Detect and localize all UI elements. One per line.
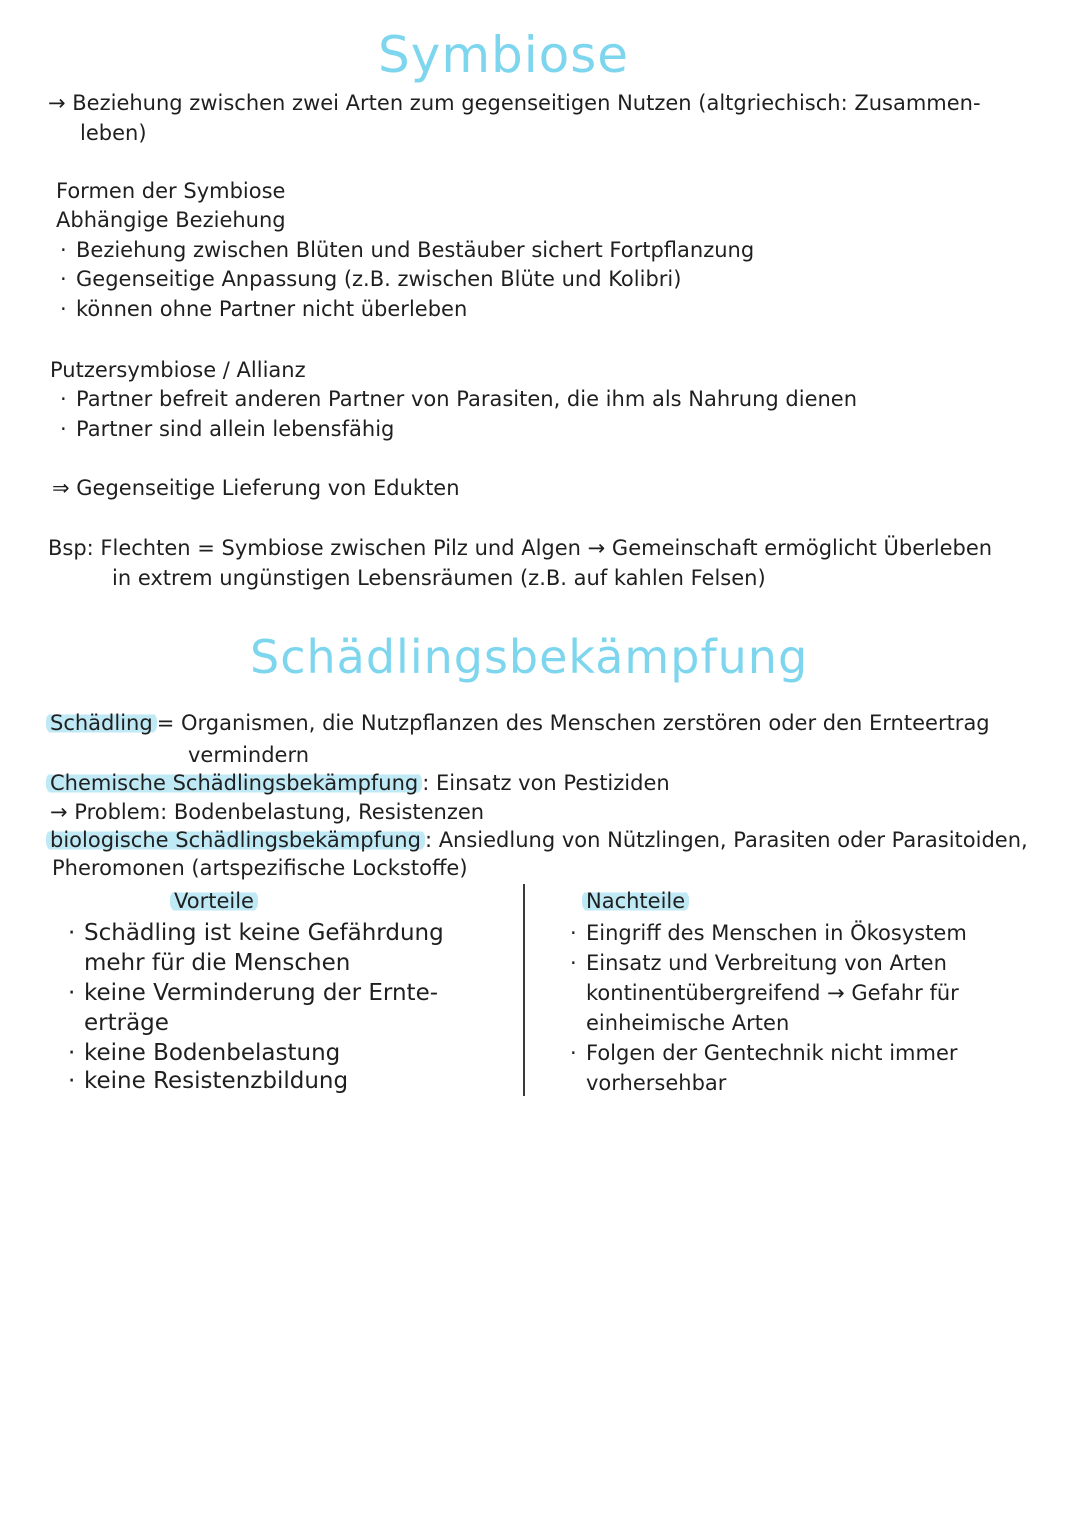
schaedling-definition <box>46 708 990 738</box>
vorteil-item: · Schädling ist keine Gefährdung <box>84 918 444 948</box>
nachteil-item: · Eingriff des Menschen in Ökosystem <box>586 918 967 948</box>
nachteil-item-continuation: vorhersehbar <box>586 1071 727 1095</box>
cleaner-heading: Putzersymbiose / Allianz <box>50 358 306 382</box>
symbiose-title: Symbiose <box>378 26 630 84</box>
vorteile-heading <box>170 886 258 916</box>
vorteil-item-continuation: erträge <box>84 1010 169 1036</box>
dependent-item: · können ohne Partner nicht überleben <box>76 294 467 324</box>
nachteil-item: · Folgen der Gentechnik nicht immer <box>586 1038 958 1068</box>
bio-term: biologische Schädlingsbekämpfung <box>46 828 425 852</box>
nachteile-heading <box>582 886 689 916</box>
nachteil-item-continuation: kontinentübergreifend → Gefahr für <box>586 981 959 1005</box>
chem-term: Chemische Schädlingsbekämpfung <box>46 771 422 795</box>
dependent-item: · Gegenseitige Anpassung (z.B. zwischen Blüte und Kolibri) <box>76 264 681 294</box>
nachteil-item: · Einsatz und Verbreitung von Arten <box>586 948 947 978</box>
vorteil-item: · keine Verminderung der Ernte- <box>84 978 438 1008</box>
cleaner-item: · Partner befreit anderen Partner von Parasiten, die ihm als Nahrung dienen <box>76 384 857 414</box>
schaedling-term: Schädling <box>46 711 157 735</box>
chemical-control <box>46 768 670 798</box>
column-divider <box>523 884 525 1096</box>
nachteil-item-continuation: einheimische Arten <box>586 1011 790 1035</box>
schaedling-def-line-2: vermindern <box>188 743 310 767</box>
chem-def: : Einsatz von Pestiziden <box>422 771 670 795</box>
schaedling-def-line-1: = Organismen, die Nutzpflanzen des Menschen zerstören oder den Ernteertrag <box>156 711 990 735</box>
vorteile-heading-text: Vorteile <box>170 889 258 913</box>
biological-control <box>46 825 1028 855</box>
symbiose-definition-line-2: leben) <box>80 121 147 145</box>
nachteile-heading-text: Nachteile <box>582 889 689 913</box>
vorteil-item-continuation: mehr für die Menschen <box>84 950 351 976</box>
chem-problem: → Problem: Bodenbelastung, Resistenzen <box>50 800 485 824</box>
vorteil-item: · keine Resistenzbildung <box>84 1066 348 1096</box>
bio-def-line-2: Pheromonen (artspezifische Lockstoffe) <box>52 856 468 880</box>
dependent-heading: Abhängige Beziehung <box>56 208 286 232</box>
bio-def-line-1: : Ansiedlung von Nützlingen, Parasiten oder Parasitoiden, <box>424 828 1028 852</box>
symbiose-definition-line-1: → Beziehung zwischen zwei Arten zum gegenseitigen Nutzen (altgriechisch: Zusammen- <box>48 91 981 115</box>
dependent-item: · Beziehung zwischen Blüten und Bestäuber sichert Fortpflanzung <box>76 235 754 265</box>
forms-heading: Formen der Symbiose <box>56 179 286 203</box>
example-line-1: Bsp: Flechten = Symbiose zwischen Pilz und Algen → Gemeinschaft ermöglicht Überleben <box>48 536 993 560</box>
cleaner-item: · Partner sind allein lebensfähig <box>76 414 394 444</box>
pest-title: Schädlingsbekämpfung <box>250 630 809 684</box>
vorteil-item: · keine Bodenbelastung <box>84 1038 340 1068</box>
example-line-2: in extrem ungünstigen Lebensräumen (z.B. auf kahlen Felsen) <box>112 566 766 590</box>
conclusion: ⇒ Gegenseitige Lieferung von Edukten <box>52 476 460 500</box>
